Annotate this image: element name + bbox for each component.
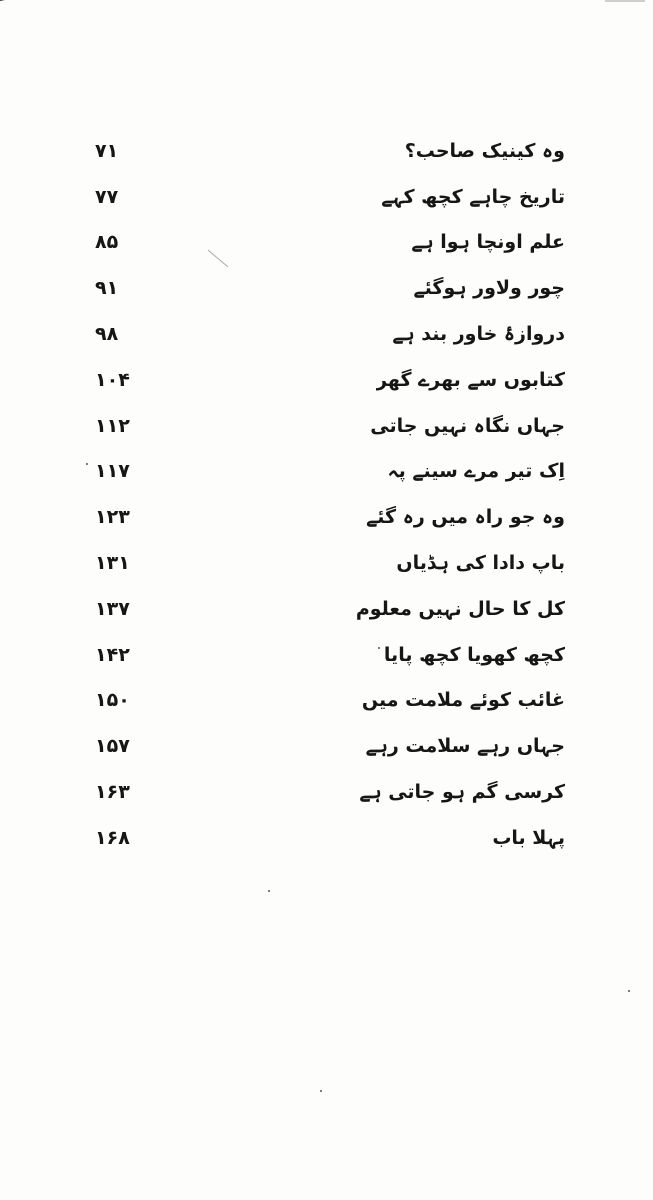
toc-page-number: ۱۶۸ <box>95 826 130 849</box>
toc-entry <box>95 220 565 266</box>
toc-entry <box>95 723 565 769</box>
table-of-contents <box>95 128 565 861</box>
toc-page-number: ۱۶۳ <box>95 781 130 804</box>
toc-entry <box>95 265 565 311</box>
paper-speck <box>378 647 380 649</box>
toc-chapter-title: باپ دادا کی ہڈیاں <box>396 552 565 575</box>
toc-page-number: ۷۱ <box>95 139 119 162</box>
toc-page-number: ۷۷ <box>95 185 119 208</box>
paper-speck <box>86 463 88 465</box>
toc-chapter-title: پہلا باب <box>492 826 565 849</box>
toc-page-number: ۱۵۷ <box>95 735 130 758</box>
toc-entry <box>95 678 565 724</box>
toc-entry <box>95 357 565 403</box>
toc-page-number: ۱۳۷ <box>95 597 130 620</box>
page-edge-mark <box>0 0 33 7</box>
toc-entry <box>95 403 565 449</box>
toc-page-number: ۱۰۴ <box>95 368 130 391</box>
toc-chapter-title: چور ولاور ہوگئے <box>413 277 565 300</box>
toc-chapter-title: جہاں نگاہ نہیں جاتی <box>370 414 565 437</box>
toc-entry <box>95 494 565 540</box>
toc-chapter-title: جہاں رہے سلامت رہے <box>365 735 565 758</box>
toc-chapter-title: کتابوں سے بھرے گھر <box>376 368 565 391</box>
toc-page-number: ۱۱۷ <box>95 460 130 483</box>
toc-page-number: ۸۵ <box>95 231 119 254</box>
toc-chapter-title: غائب کوئے ملامت میں <box>361 689 565 712</box>
toc-chapter-title: اِک تیر مرے سینے پہ <box>387 460 565 483</box>
toc-entry <box>95 311 565 357</box>
toc-entry <box>95 586 565 632</box>
toc-entry <box>95 449 565 495</box>
paper-speck <box>268 890 270 892</box>
toc-page-number: ۹۸ <box>95 323 119 346</box>
toc-chapter-title: علم اونچا ہوا ہے <box>411 231 565 254</box>
toc-chapter-title: کل کا حال نہیں معلوم <box>355 597 565 620</box>
toc-chapter-title: تاریخ چاہے کچھ کہے <box>381 185 565 208</box>
paper-speck <box>320 1090 322 1092</box>
toc-chapter-title: کچھ کھویا کچھ پایا <box>383 643 565 666</box>
toc-page-number: ۱۵۰ <box>95 689 130 712</box>
toc-chapter-title: کرسی گم ہو جاتی ہے <box>359 781 565 804</box>
toc-page-number: ۱۳۱ <box>95 552 130 575</box>
toc-chapter-title: وہ جو راہ میں رہ گئے <box>366 506 565 529</box>
page-edge-mark <box>605 0 645 2</box>
paper-speck <box>628 990 630 992</box>
toc-entry <box>95 540 565 586</box>
toc-entry <box>95 174 565 220</box>
toc-entry <box>95 128 565 174</box>
toc-entry <box>95 632 565 678</box>
toc-page-number: ۱۲۳ <box>95 506 130 529</box>
toc-page-number: ۱۱۲ <box>95 414 130 437</box>
toc-chapter-title: وہ کینیک صاحب؟ <box>404 139 565 162</box>
toc-page-number: ۱۴۲ <box>95 643 130 666</box>
toc-entry <box>95 815 565 861</box>
toc-entry <box>95 769 565 815</box>
toc-chapter-title: دروازۂ خاور بند ہے <box>392 323 565 346</box>
toc-page-number: ۹۱ <box>95 277 119 300</box>
